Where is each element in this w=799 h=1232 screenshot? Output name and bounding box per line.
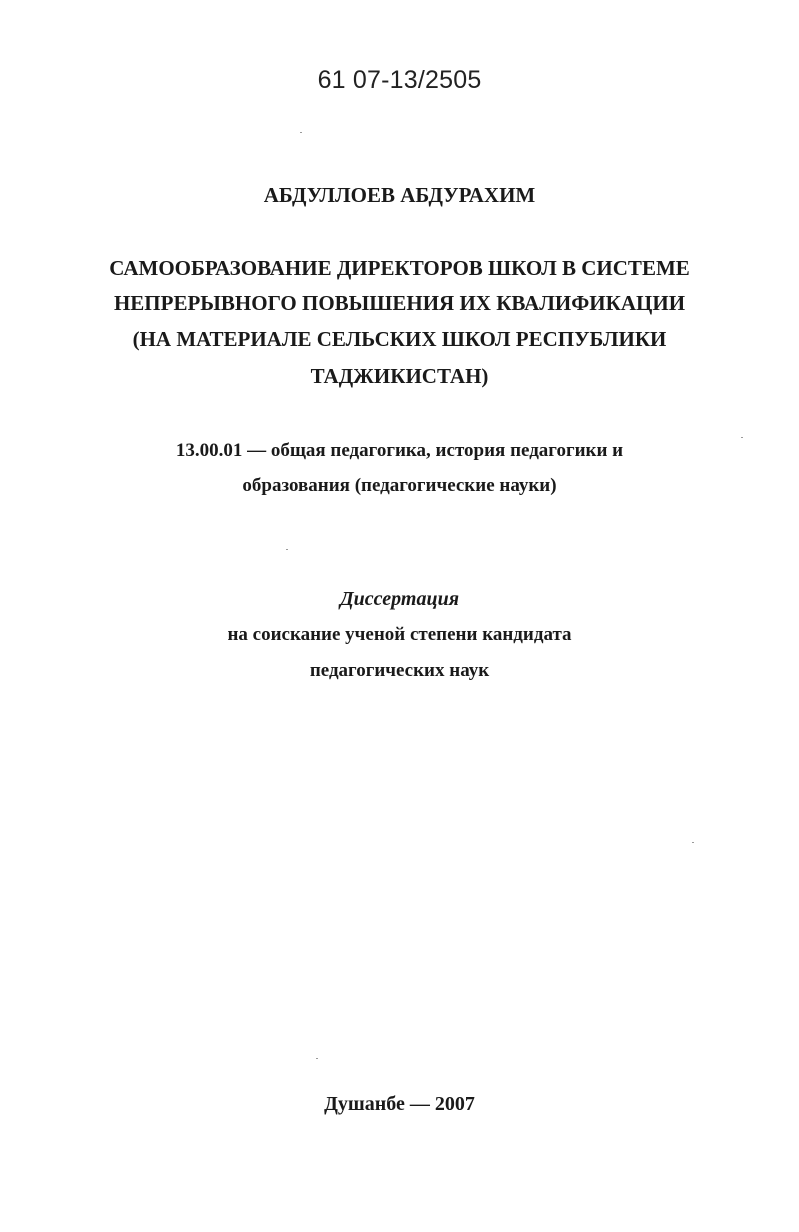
title-line: ТАДЖИКИСТАН) (310, 364, 489, 388)
place-and-year: Душанбе — 2007 (324, 1093, 475, 1115)
degree-line: на соискание ученой степени кандидата (227, 624, 572, 645)
title-line: (НА МАТЕРИАЛЕ СЕЛЬСКИХ ШКОЛ РЕСПУБЛИКИ (132, 327, 667, 351)
title-line: НЕПРЕРЫВНОГО ПОВЫШЕНИЯ ИХ КВАЛИФИКАЦИИ (113, 291, 686, 315)
document-type: Диссертация (340, 588, 459, 610)
specialty-line: 13.00.01 — общая педагогика, история педагогики и (175, 440, 624, 461)
degree-line: педагогических наук (309, 660, 490, 681)
scan-speck (741, 437, 743, 438)
scan-speck (300, 132, 302, 133)
library-stamp-number: 61 07-13/2505 (317, 66, 482, 94)
title-line: САМООБРАЗОВАНИЕ ДИРЕКТОРОВ ШКОЛ В СИСТЕМЕ (109, 256, 690, 280)
scan-speck (692, 842, 694, 843)
scan-speck (316, 1058, 318, 1059)
specialty-line: образования (педагогические науки) (242, 475, 557, 496)
author-name: АБДУЛЛОЕВ АБДУРАХИМ (263, 183, 536, 207)
scan-speck (286, 549, 288, 550)
